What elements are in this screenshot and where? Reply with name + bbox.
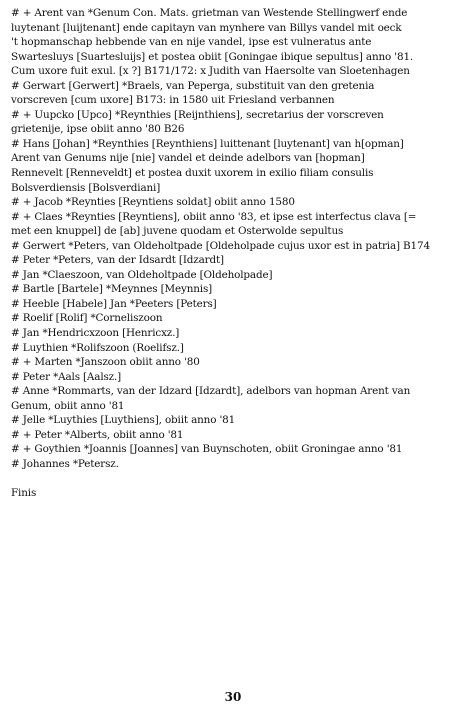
- blank-line: [11, 472, 457, 487]
- text-line: # Hans [Johan] *Reynthies [Reynthiens] luittenant [luytenant] van h[opman]: [11, 137, 404, 150]
- text-line: 't hopmanschap hebbende van en nije vandel, ipse est vulneratus ante: [11, 36, 372, 49]
- text-line: # Bartle [Bartele] *Meynnes [Meynnis]: [11, 283, 213, 296]
- text-line: # Peter *Aals [Aalsz.]: [11, 370, 122, 383]
- closing-word: Finis: [11, 487, 37, 500]
- text-line: # Luythien *Rolifszoon (Roelifsz.]: [11, 341, 184, 354]
- text-line: vorscreven [cum uxore] B173: in 1580 uit Friesland verbannen: [11, 94, 335, 107]
- text-line: # Anne *Rommarts, van der Idzard [Idzardt], adelbors van hopman Arent van: [11, 385, 411, 398]
- text-line: # Johannes *Petersz.: [11, 457, 119, 470]
- text-line: # + Goythien *Joannis [Joannes] van Buynschoten, obiit Groningae anno '81: [11, 443, 403, 456]
- text-line: # Peter *Peters, van der Idsardt [Idzardt]: [11, 254, 224, 267]
- text-line: # + Jacob *Reynties [Reyntiens soldat] obiit anno 1580: [11, 196, 295, 209]
- text-line: # Jelle *Luythies [Luythiens], obiit anno '81: [11, 414, 236, 427]
- text-line: # Gerwert *Peters, van Oldeholtpade [Oldeholpade cujus uxor est in patria] B174: [11, 239, 430, 252]
- body-text: [11, 6, 457, 501]
- text-line: # + Arent van *Genum Con. Mats. grietman van Westende Stellingwerf ende: [11, 7, 408, 19]
- text-line: luytenant [luijtenant] ende capitayn van mynhere van Billys vandel mit oeck: [11, 21, 402, 34]
- text-line: # + Marten *Janszoon obiit anno '80: [11, 356, 200, 369]
- text-line: Cum uxore fuit exul. [x ?] B171/172: x Judith van Haersolte van Sloetenhagen: [11, 65, 410, 78]
- text-line: # + Claes *Reynties [Reyntiens], obiit anno '83, et ipse est interfectus clava [=: [11, 210, 417, 223]
- text-line: # Roelif [Rolif] *Corneliszoon: [11, 312, 163, 325]
- text-line: # Jan *Claeszoon, van Oldeholtpade [Oldeholpade]: [11, 268, 273, 281]
- page-number: 30: [224, 690, 242, 704]
- text-line: Genum, obiit anno '81: [11, 399, 125, 412]
- text-line: # Gerwart [Gerwert] *Braels, van Peperga, substituit van den gretenia: [11, 79, 375, 92]
- text-line: # + Peter *Alberts, obiit anno '81: [11, 428, 184, 441]
- text-line: grietenije, ipse obiit anno '80 B26: [11, 123, 185, 136]
- text-line: Swartesluys [Suartesluijs] et postea obiit [Goningae ibique sepultus] anno '81.: [11, 50, 414, 63]
- text-line: # + Uupcko [Upco] *Reynthies [Reijnthiens], secretarius der vorscreven: [11, 108, 384, 121]
- text-line: Bolsverdiensis [Bolsverdiani]: [11, 181, 161, 194]
- text-line: met een knuppel] de [ab] juvene quodam et Osterwolde sepultus: [11, 225, 344, 238]
- text-line: # Jan *Hendricxzoon [Henricxz.]: [11, 327, 180, 340]
- text-line: Arent van Genums nije [nie] vandel et deinde adelbors van [hopman]: [11, 152, 365, 165]
- text-line: # Heeble [Habele] Jan *Peeters [Peters]: [11, 297, 217, 310]
- text-line: Rennevelt [Renneveldt] et postea duxit uxorem in exilio filiam consulis: [11, 167, 374, 180]
